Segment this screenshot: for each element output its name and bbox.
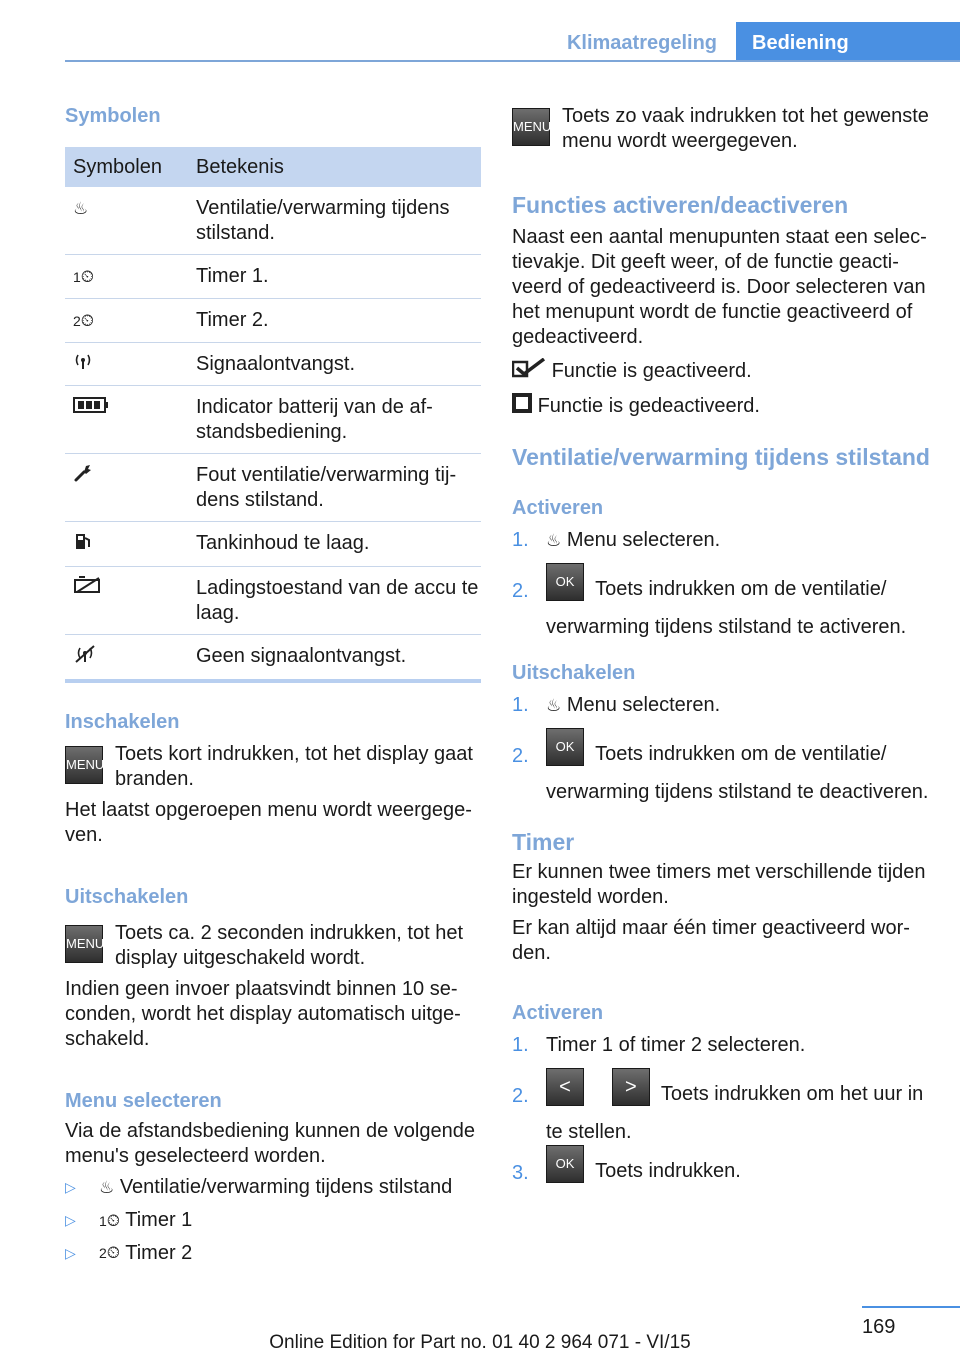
table-cell: Ladingstoestand van de accu te laag.	[188, 567, 481, 635]
uitschakelen-text: Toets ca. 2 seconden indrukken, tot het display uitgeschakeld wordt.	[115, 922, 463, 970]
table-header-symbols: Symbolen	[65, 147, 188, 187]
heat-ventilation-icon: ♨	[546, 531, 562, 551]
ok-button[interactable]: OK	[546, 1145, 584, 1183]
table-cell: Indicator batterij van de afstandsbediening.	[188, 386, 481, 454]
timer-heading: Timer	[512, 829, 575, 856]
menu-selecteren-heading: Menu selecteren	[65, 1090, 222, 1113]
functies-heading: Functies activeren/deactiveren	[512, 192, 849, 218]
checkbox-empty-icon	[512, 393, 532, 420]
header-tab-klimaatregeling[interactable]: Klimaatregeling	[566, 32, 718, 54]
table-cell: Timer 2.	[188, 299, 481, 343]
footer-divider	[862, 1306, 960, 1308]
table-cell: Tankinhoud te laag.	[188, 522, 481, 567]
table-row	[65, 343, 481, 386]
uitschakelen-steps	[512, 693, 932, 804]
list-item: 3. OK Toets indrukken.	[512, 1145, 932, 1183]
vent-heading: Ventilatie/verwarming tijdens stilstand	[512, 444, 930, 470]
inschakelen-text: Toets kort indrukken, tot het display gaat branden.	[115, 743, 473, 791]
func-on-line: Functie is geactiveerd.	[512, 358, 932, 385]
table-row	[65, 299, 481, 343]
fuel-pump-icon	[73, 531, 93, 558]
menu-list	[65, 1171, 481, 1269]
list-item: 1. ♨ Menu selecteren.	[512, 693, 932, 718]
menu-button[interactable]: MENU	[65, 925, 103, 963]
table-row	[65, 255, 481, 299]
uitschakelen-text-2: Indien geen invoer plaatsvindt binnen 10 seconden, wordt het display automatisch uitgeschakeld.	[65, 978, 461, 1051]
table-row	[65, 187, 481, 255]
page-number: 169	[862, 1316, 896, 1338]
timer-activeren-heading: Activeren	[512, 1002, 604, 1025]
footer-edition-text: Online Edition for Part no. 01 40 2 964 071 - VI/15	[269, 1332, 691, 1353]
inschakelen-text-2: Het laatst opgeroepen menu wordt weergegeven.	[65, 799, 472, 847]
uitschakelen-heading-right: Uitschakelen	[512, 662, 636, 685]
right-arrow-button[interactable]: >	[612, 1068, 650, 1106]
func-off-line: Functie is gedeactiveerd.	[512, 393, 932, 420]
left-column	[65, 100, 481, 1269]
activeren-steps	[512, 528, 932, 639]
right-column	[512, 100, 932, 1183]
timer-2-icon: 2⏲	[73, 311, 95, 330]
table-cell: Ventilatie/verwarming tijdens stilstand.	[188, 187, 481, 255]
menu-repeat-text: Toets zo vaak indrukken tot het gewenste menu wordt weergegeven.	[562, 105, 929, 152]
functies-text: Naast een aantal menupunten staat een selectievakje. Dit geeft weer, of de functie geactiveerd of gedeactiveerd is. Door selecteren van het menupunt wordt de functie geactiveerd of gedeactiveerd.	[512, 226, 927, 348]
battery-low-icon	[73, 576, 103, 601]
table-row	[65, 635, 481, 682]
ok-button[interactable]: OK	[546, 563, 584, 601]
list-item: 2. OK Toets indrukken om de ventilatie/ verwarming tijdens stilstand te deactiveren.	[512, 728, 932, 791]
symbols-table	[65, 147, 481, 683]
uitschakelen-heading: Uitschakelen	[65, 886, 189, 909]
heat-ventilation-icon: ♨	[99, 1177, 115, 1197]
table-row	[65, 567, 481, 635]
list-item: ▷ 1⏲ Timer 1	[65, 1204, 481, 1237]
table-row	[65, 454, 481, 522]
menu-selecteren-text: Via de afstandsbediening kunnen de volgende menu's geselecteerd worden.	[65, 1120, 475, 1168]
left-arrow-button[interactable]: <	[546, 1068, 584, 1106]
table-header-row	[65, 147, 481, 187]
battery-icon	[73, 395, 109, 420]
table-row	[65, 522, 481, 567]
list-item: ▷ 2⏲ Timer 2	[65, 1237, 481, 1270]
timer-text-2: Er kan altijd maar één timer geactiveerd worden.	[512, 917, 910, 965]
table-cell: Timer 1.	[188, 255, 481, 299]
header-divider	[65, 60, 960, 62]
timer-steps	[512, 1033, 932, 1183]
checkmark-icon	[512, 358, 546, 385]
list-item: 1. Timer 1 of timer 2 selecteren.	[512, 1034, 806, 1057]
table-cell: Fout ventilatie/verwarming tijdens stilstand.	[188, 454, 481, 522]
wrench-icon	[73, 463, 93, 490]
symbols-heading: Symbolen	[65, 105, 161, 127]
list-item: 1. ♨ Menu selecteren.	[512, 528, 932, 553]
activeren-heading: Activeren	[512, 497, 604, 519]
no-signal-icon	[73, 644, 97, 671]
list-item: 2. < > Toets indrukken om het uur in te stellen.	[512, 1068, 932, 1131]
timer-text: Er kunnen twee timers met verschillende tijden ingesteld worden.	[512, 861, 926, 909]
timer-1-icon: 1⏲	[99, 1210, 121, 1230]
timer-2-icon: 2⏲	[99, 1243, 121, 1263]
table-cell: Geen signaalontvangst.	[188, 635, 481, 682]
table-row	[65, 386, 481, 454]
heat-ventilation-icon: ♨	[73, 199, 89, 219]
timer-1-icon: 1⏲	[73, 267, 95, 286]
signal-icon	[73, 352, 93, 377]
table-header-meaning: Betekenis	[188, 147, 481, 187]
ok-button[interactable]: OK	[546, 728, 584, 766]
inschakelen-heading: Inschakelen	[65, 711, 180, 734]
list-item: 2. OK Toets indrukken om de ventilatie/ verwarming tijdens stilstand te activeren.	[512, 563, 932, 626]
list-item: ▷ ♨ Ventilatie/verwarming tijdens stilstand	[65, 1171, 481, 1204]
menu-button[interactable]: MENU	[65, 746, 103, 784]
table-cell: Signaalontvangst.	[188, 343, 481, 386]
header-tab-bediening[interactable]: Bediening	[736, 22, 960, 62]
heat-ventilation-icon: ♨	[546, 696, 562, 716]
menu-button[interactable]: MENU	[512, 108, 550, 146]
